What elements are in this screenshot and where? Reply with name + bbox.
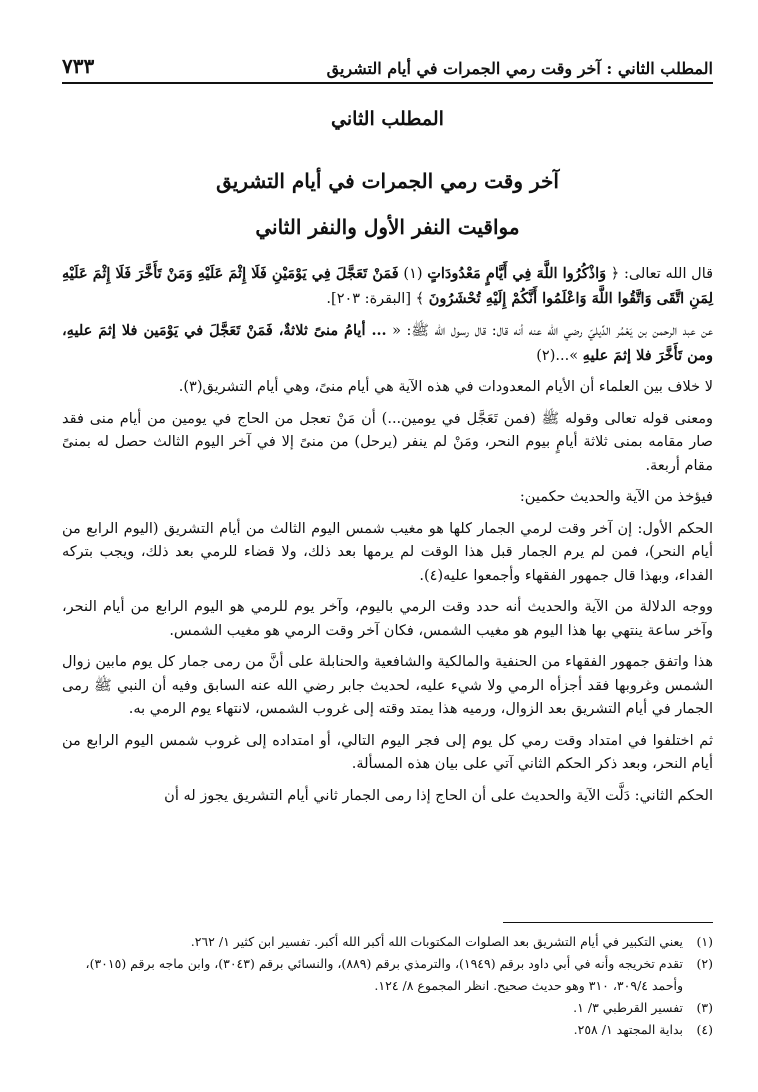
footnotes	[62, 922, 713, 1041]
verse-reference: ﴾ [البقرة: ٢٠٣].	[326, 290, 425, 307]
footnote-number: (٢)	[696, 956, 713, 971]
main-title-line-2: مواقيت النفر الأول والنفر الثاني	[255, 215, 520, 239]
paragraph-10: الحكم الثاني: دَلَّت الآية والحديث على أن الحاج إذا رمى الجمار ثاني أيام التشريق يجوز له أن	[164, 787, 713, 804]
hadith-end: »...(٢)	[536, 347, 579, 364]
footnote-item	[62, 953, 713, 997]
running-title: المطلب الثاني : آخر وقت رمي الجمرات في أيام التشريق	[326, 59, 713, 78]
hadith-intro: عن عبد الرحمن بن يَعْمُر الدِّيليّ رضي الله عنه أنه قال: قال رسول الله ﷺ: «	[392, 323, 714, 339]
paragraph-9: ثم اختلفوا في امتداد وقت رمي كل يوم إلى فجر اليوم التالي، أو امتداده إلى غروب شمس اليوم الرابع من أيام النحر، وبعد ذكر الحكم الثاني آتي على بيان هذه المسألة.	[62, 732, 713, 772]
footnote-item	[62, 931, 713, 953]
paragraph-5: فيؤخذ من الآية والحديث حكمين:	[519, 489, 713, 505]
paragraph-6: الحكم الأول: إن آخر وقت لرمي الجمار كلها هو مغيب شمس اليوم الثالث من أيام التشريق (اليوم الرابع من أيام النحر)، فمن لم يرم الجمار قبل هذا الوقت لم يرمها بعد ذلك، ولا قضاء للرمي بعد ذلك، ويجب بتركه الفداء، وبهذا قال جمهور الفقهاء وأجمعوا عليه(٤).	[62, 520, 713, 584]
footnote-number: (٣)	[696, 1000, 713, 1015]
page-number: ٧٣٣	[62, 54, 95, 78]
main-content	[62, 104, 713, 816]
footnote-text: بداية المجتهد ١/ ٢٥٨.	[573, 1022, 683, 1037]
paragraph-hadith	[62, 319, 713, 368]
paragraph-quran-verse	[62, 262, 713, 311]
quran-text: وَاذْكُرُوا اللَّهَ فِي أَيَّامٍ مَعْدُودَاتٍ	[427, 265, 607, 282]
paragraph-7: ووجه الدلالة من الآية والحديث أنه حدد وقت الرمي باليوم، وآخر يوم للرمي هو اليوم الرابع من أيام النحر، وآخر ساعة ينتهي بها هذا اليوم هو مغيب الشمس، فكان آخر وقت الرمي هو مغيب الشمس.	[62, 599, 713, 639]
footnote-number: (١)	[696, 934, 713, 949]
paragraph-8: هذا واتفق جمهور الفقهاء من الحنفية والمالكية والشافعية والحنابلة على أنَّ من رمى جمار كل يوم مابين زوال الشمس وغروبها فقد أجزأه الرمي ولا شيء عليه، لحديث جابر رضي الله عنه السابق وفيه أن النبي ﷺ رمى الجمار في أيام التشريق بعد الزوال، ورميه هذا يمتد وقته إلى غروب الشمس، لانتهاء يوم الرمي به.	[62, 654, 713, 717]
footnote-divider	[503, 922, 713, 923]
page-header	[62, 38, 713, 84]
footnote-text: يعني التكبير في أيام التشريق بعد الصلوات المكتوبات الله أكبر الله أكبر. تفسير ابن كثير ١/ ٢٦٢.	[190, 934, 683, 949]
hadith-text: ... أيامُ منىً ثلاثةٌ، فَمَنْ تَعَجَّلَ في يَوْمَين فلا إثمَ عليهِ، ومن تَأَخَّرَ فلا إثمَ عليهِ	[62, 322, 713, 364]
paragraph-3: لا خلاف بين العلماء أن الأيام المعدودات في هذه الآية هي أيام منىً، وهي أيام التشريق(٣).	[178, 379, 713, 395]
footnote-text: تقدم تخريجه وأنه في أبي داود برقم (١٩٤٩)، والترمذي برقم (٨٨٩)، والنسائي برقم (٣٠٤٣)، وابن ماجه برقم (٣٠١٥)، وأحمد ٣٠٩/٤، ٣١٠ وهو حديث صحيح. انظر المجموع ٨/ ١٢٤.	[85, 956, 683, 993]
paragraph-4: ومعنى قوله تعالى وقوله ﷺ (فمن تَعَجَّل في يومين...) أن مَنْ تعجل من الحاج في يومين من أيام منى فقد صار مقامه بمنى ثلاثة أيامٍ بيوم النحر، ومَنْ لم ينفر (يرحل) من منىً إلا في آخر اليوم الثالث حصل له بمنىً مقام أربعة.	[62, 410, 713, 474]
footnote-text: تفسير القرطبي ٣/ ١.	[573, 1000, 683, 1015]
footnote-item	[62, 997, 713, 1019]
footnote-ref-1: (١)	[403, 266, 423, 282]
verse-intro: قال الله تعالى: ﴿	[610, 266, 714, 282]
footnote-item	[62, 1019, 713, 1041]
section-title: المطلب الثاني	[331, 108, 444, 130]
quran-text-continued: فَمَنْ تَعَجَّلَ فِي يَوْمَيْنِ فَلَا إِثْمَ عَلَيْهِ وَمَنْ تَأَخَّرَ فَلَا إِثْمَ عَلَيْهِ لِمَنِ اتَّقَى وَاتَّقُوا اللَّهَ وَاعْلَمُوا أَنَّكُمْ إِلَيْهِ تُحْشَرُونَ	[62, 265, 713, 307]
footnote-number: (٤)	[696, 1022, 713, 1037]
main-title-line-1: آخر وقت رمي الجمرات في أيام التشريق	[216, 169, 559, 193]
